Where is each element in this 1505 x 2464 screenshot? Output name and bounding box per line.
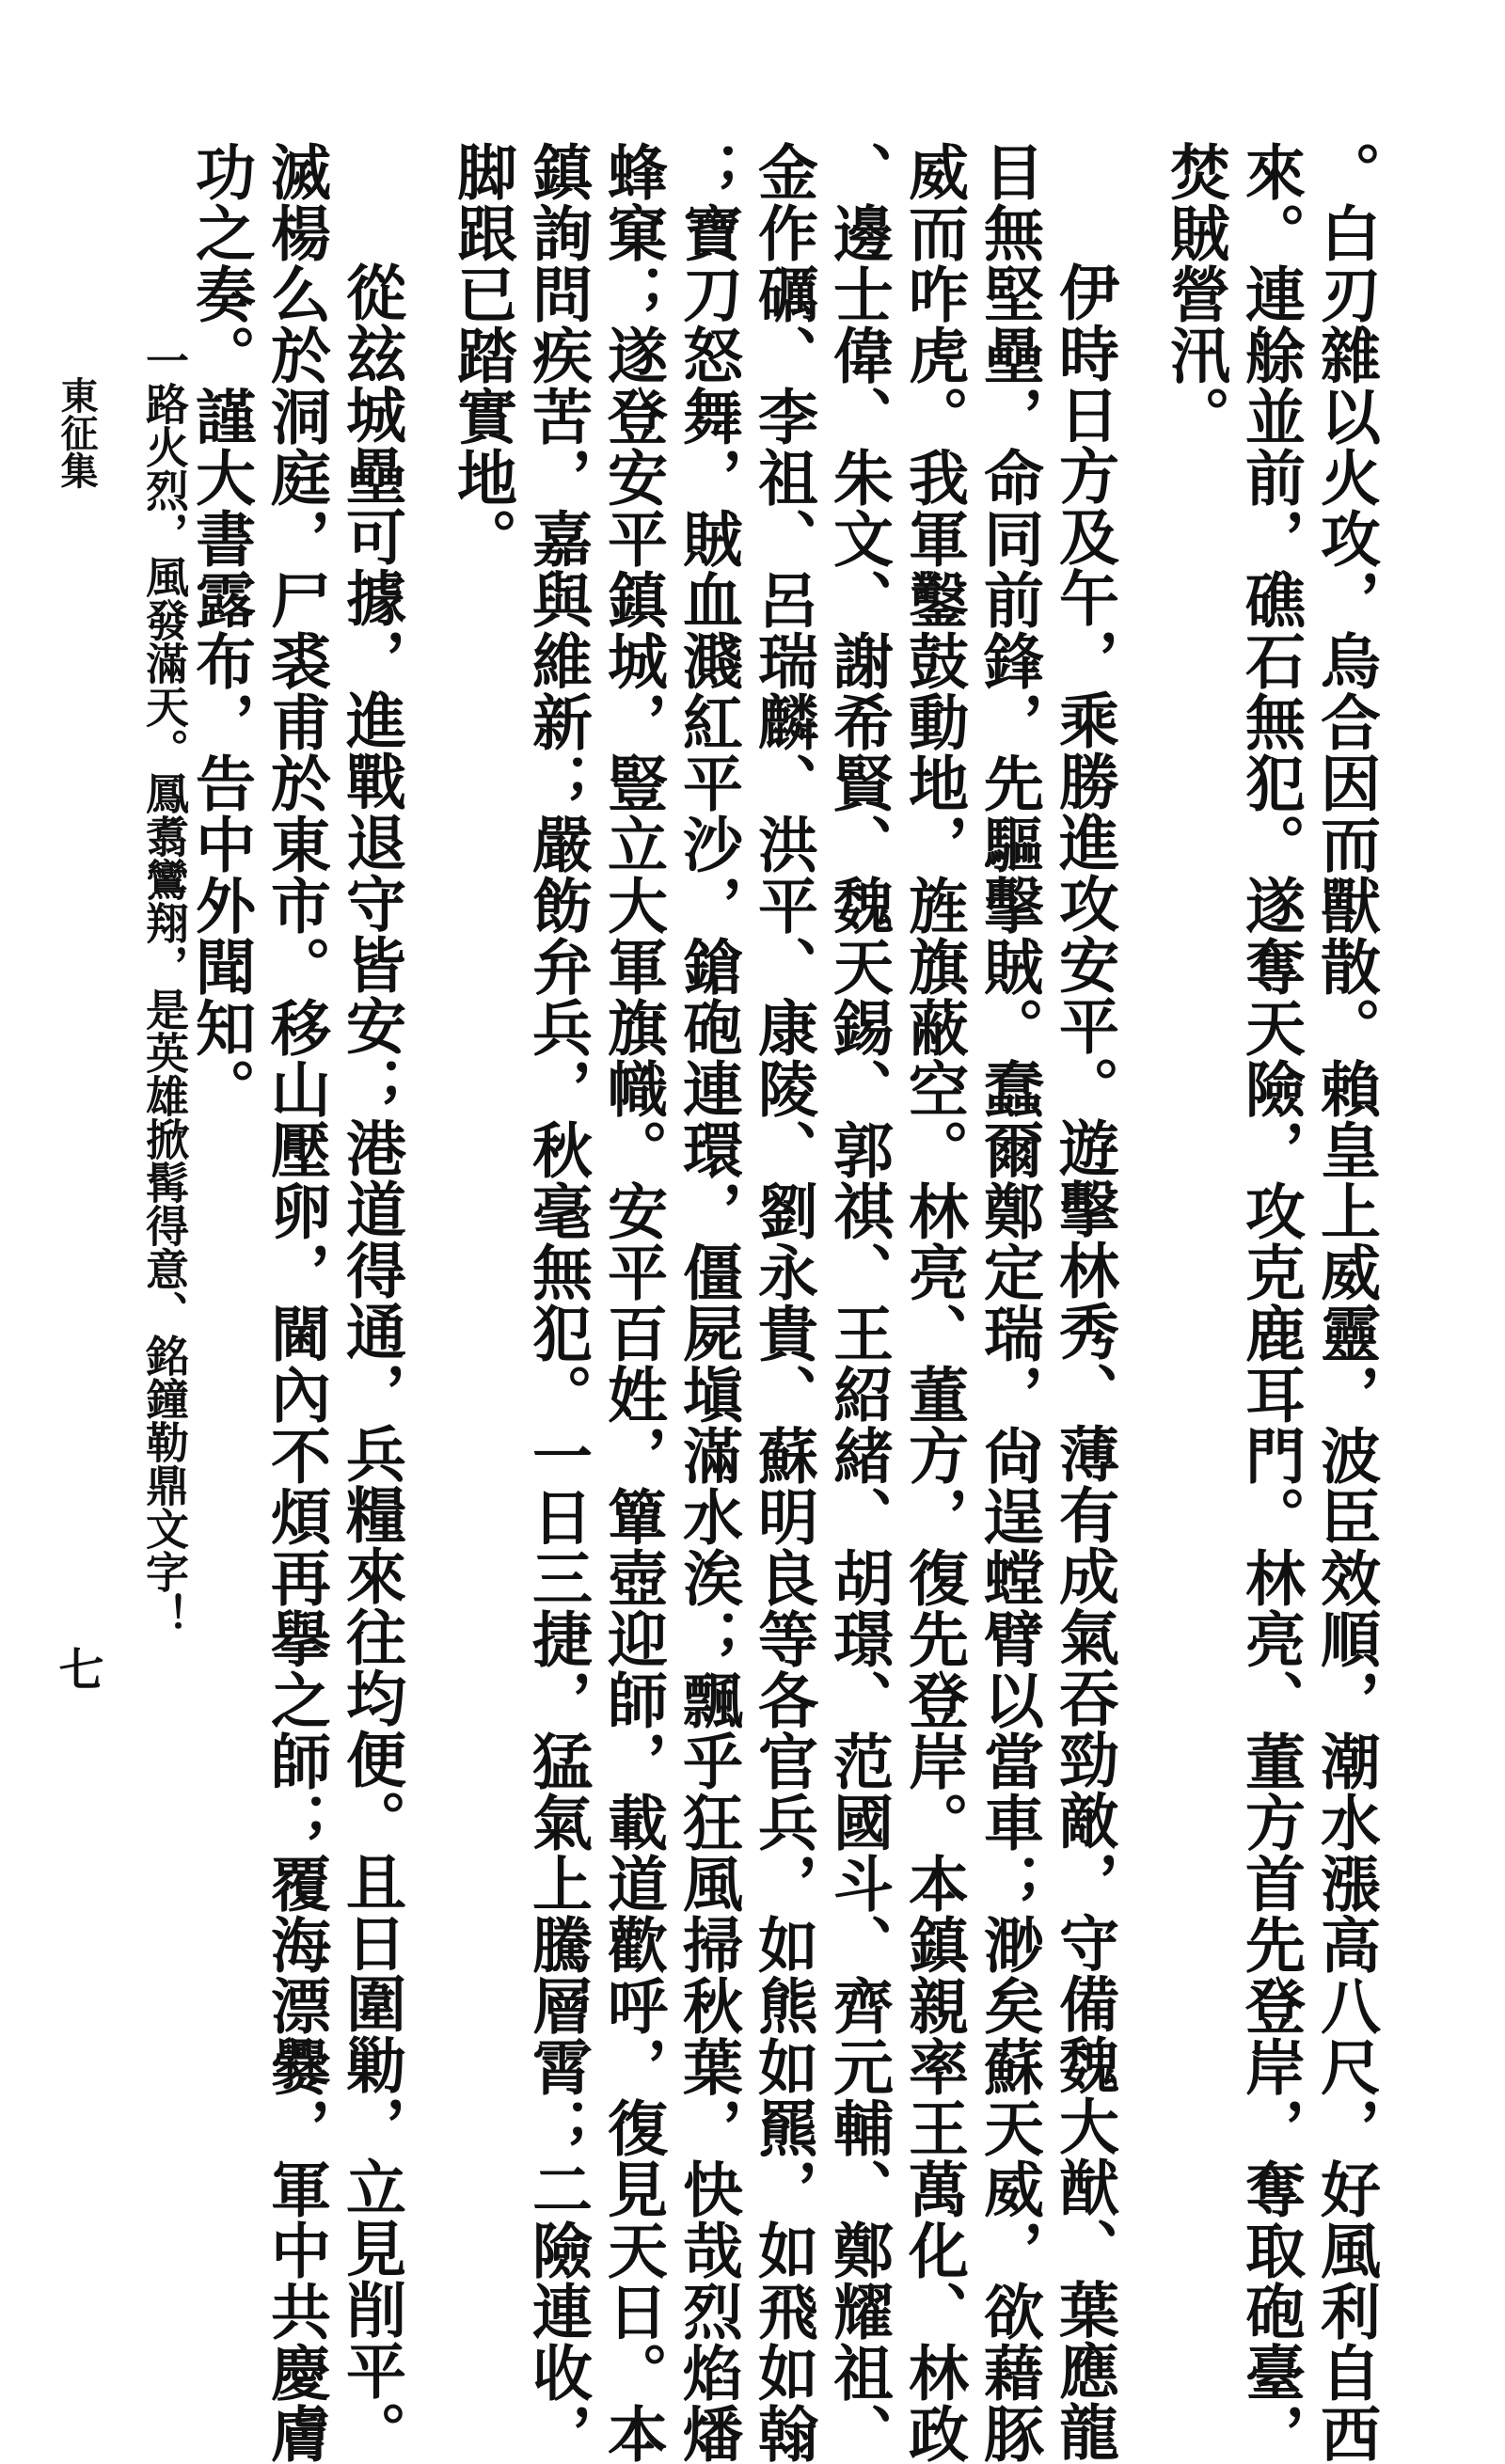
text-line: 脚跟已踏實地。 — [447, 141, 517, 569]
poem-line: 一路火烈，風發滿天。鳳翥鸞翔，是英雄掀髯得意、銘鐘勒鼎文字！ — [139, 339, 190, 1636]
paragraph-gap — [1121, 141, 1157, 1815]
text-line: 蜂窠；遂登安平鎮城，豎立大軍旗幟。安平百姓，簞壺迎師，載道歡呼，復見天日。本 — [597, 141, 668, 2464]
text-line: 來。連艅並前，礁石無犯。遂奪天險，攻克鹿耳門。林亮、董方首先登岸，奪取砲臺， — [1235, 141, 1306, 2464]
text-line: 。白刃雜以火攻，烏合因而獸散。賴皇上威靈，波臣效順，潮水漲高八尺，好風利自西 — [1310, 141, 1381, 2464]
text-line: 金作礪、李祖、呂瑞麟、洪平、康陵、劉永貴、蘇明良等各官兵，如熊如羆，如飛如翰 — [748, 141, 818, 2464]
body-text — [185, 141, 1383, 2464]
text-line: 目無堅壘，命同前鋒，先驅擊賊。蠢爾鄭定瑞，尙逞螳臂以當車；渺矣蘇天威，欲藉豚 — [974, 141, 1044, 2464]
page-number: 七 — [51, 1646, 103, 1691]
running-title: 東征集 — [55, 376, 99, 489]
text-line: 從玆城壘可據，進戰退守皆安；港道得通，兵糧來往均便。且日圍勦，立見削平。 — [336, 261, 406, 2462]
text-line: 滅楊么於洞庭，尸裘甫於東市。移山壓卵，閫內不煩再擧之師；覆海漂爨，軍中共慶膚 — [261, 141, 331, 2464]
text-line: 焚賊營汛。 — [1160, 141, 1230, 447]
text-line: 伊時日方及午，乘勝進攻安平。遊擊林秀、薄有成氣吞勁敵，守備魏大猷、葉應龍 — [1049, 261, 1119, 2462]
text-line: 鎮詢問疾苦，嘉與維新；嚴飭弁兵，秋毫無犯。一日三捷，猛氣上騰層霄；二險連收， — [522, 141, 593, 2464]
paragraph-gap — [408, 141, 444, 1815]
text-line: 功之奏。謹大書露布，告中外聞知。 — [185, 141, 256, 1119]
text-line: 、邊士偉、朱文、謝希賢、魏天錫、郭祺、王紹緒、胡璟、范國斗、齊元輔、鄭耀祖、 — [823, 141, 894, 2464]
text-line: 威而咋虎。我軍鑿鼓動地，旌旗蔽空。林亮、董方，復先登岸。本鎮親率王萬化、林政 — [898, 141, 969, 2464]
text-line: ；寶刀怒舞，賊血濺紅平沙，鎗砲連環，僵屍塡滿水涘；飄乎狂風掃秋葉，快哉烈焰燔 — [673, 141, 743, 2464]
